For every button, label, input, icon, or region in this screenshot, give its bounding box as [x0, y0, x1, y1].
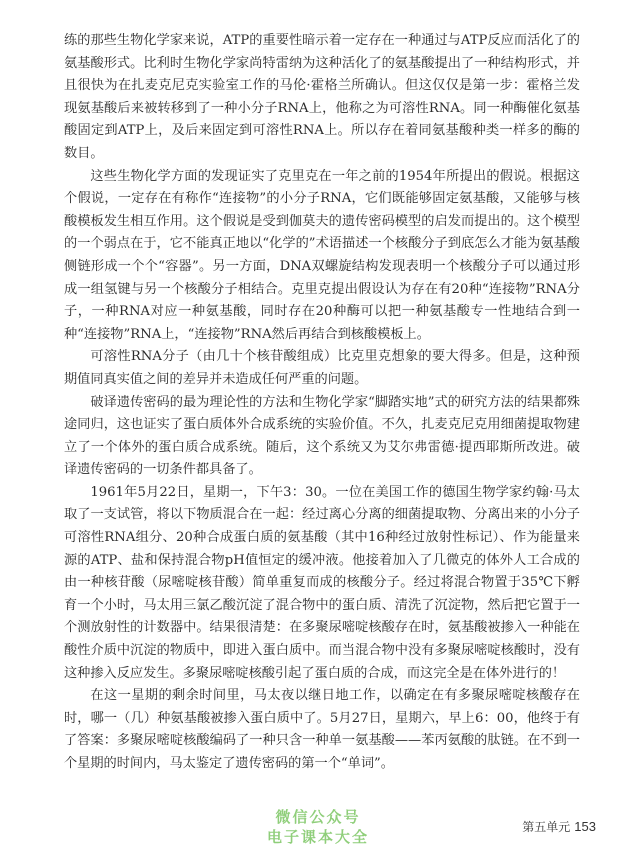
- paragraph-3: 可溶性RNA分子（由几十个核苷酸组成）比克里克想象的要大得多。但是，这种预期值同真实值之间的差异并未造成任何严重的问题。: [64, 349, 580, 387]
- paragraph-1: 练的那些生物化学家来说，ATP的重要性暗示着一定存在一种通过与ATP反应而活化了的氨基酸形式。比利时生物化学家尚特雷纳为这种活化了的氨基酸提出了一种结构形式，并且很快为在扎麦克尼克实验室工作的马伦·霍格兰所确认。但这仅仅是第一步：霍格兰发现氨基酸后来被转移到了一种小分子RNA上，他称之为可溶性RNA。同一种酶催化氨基酸固定到ATP上，及后来固定到可溶性RNA上。所以存在着同氨基酸种类一样多的酶的数目。: [64, 33, 580, 161]
- paragraph-2: 这些生物化学方面的发现证实了克里克在一年之前的1954年所提出的假说。根据这个假说，一定存在有称作“连接物”的小分子RNA，它们既能够固定氨基酸，又能够与核酸模板发生相互作用。这个假说是受到伽莫夫的遗传密码模型的启发而提出的。这个模型的一个弱点在于，它不能真正地以“化学的”术语描述一个核酸分子到底怎么才能为氨基酸侧链形成一个个“容器”。另一方面，DNA双螺旋结构发现表明一个核酸分子可以通过形成一组氢键与另一个核酸分子相结合。克里克提出假设认为存在有20种“连接物”RNA分子，一种RNA对应一种氨基酸，同时存在20种酶可以把一种氨基酸专一性地结合到一种“连接物”RNA上，“连接物”RNA然后再结合到核酸模板上。: [64, 168, 580, 342]
- page-body: [64, 30, 580, 776]
- paragraph-5: 1961年5月22日，星期一，下午3：30。一位在美国工作的德国生物学家约翰·马太取了一支试管，将以下物质混合在一起：经过离心分离的细菌提取物、分离出来的小分子可溶性RNA组分、20种合成蛋白质的氨基酸（其中16种经过放射性标记）、作为能量来源的ATP、盐和保持混合物pH值恒定的缓冲液。他接着加入了几微克的体外人工合成的由一种核苷酸（尿嘧啶核苷酸）简单重复而成的核酸分子。经过将混合物置于35℃下孵育一个小时，马太用三氯乙酸沉淀了混合物中的蛋白质、清洗了沉淀物，然后把它置于一个测放射性的计数器中。结果很清楚：在多聚尿嘧啶核酸存在时，氨基酸被掺入一种能在酸性介质中沉淀的物质中，即进入蛋白质中。而当混合物中没有多聚尿嘧啶核酸时，没有这种掺入反应发生。多聚尿嘧啶核酸引起了蛋白质的合成，而这完全是在体外进行的！: [64, 484, 580, 681]
- watermark-line-2: 电子课本大全: [266, 828, 369, 846]
- unit-label: 第五单元: [522, 820, 571, 834]
- paragraph-4: 破译遗传密码的最为理论性的方法和生物化学家“脚踏实地”式的研究方法的结果都殊途同归，这也证实了蛋白质体外合成系统的实验价值。不久，扎麦克尼克用细菌提取物建立了一个体外的蛋白质合成系统。随后，这个系统又为艾尔弗雷德·提西耶斯所改进。破译遗传密码的一切条件都具备了。: [64, 394, 580, 478]
- watermark-line-1: 微信公众号: [275, 808, 361, 826]
- paragraph-6: 在这一星期的剩余时间里，马太夜以继日地工作，以确定在有多聚尿嘧啶核酸存在时，哪一（几）种氨基酸被掺入蛋白质中了。5月27日，星期六，早上6：00，他终于有了答案：多聚尿嘧啶核酸编码了一种只含一种单一氨基酸——苯丙氨酸的肽链。在不到一个星期的时间内，马太鉴定了遗传密码的第一个“单词”。: [64, 688, 580, 771]
- page-number: 153: [574, 819, 596, 834]
- page-footer: [522, 818, 596, 835]
